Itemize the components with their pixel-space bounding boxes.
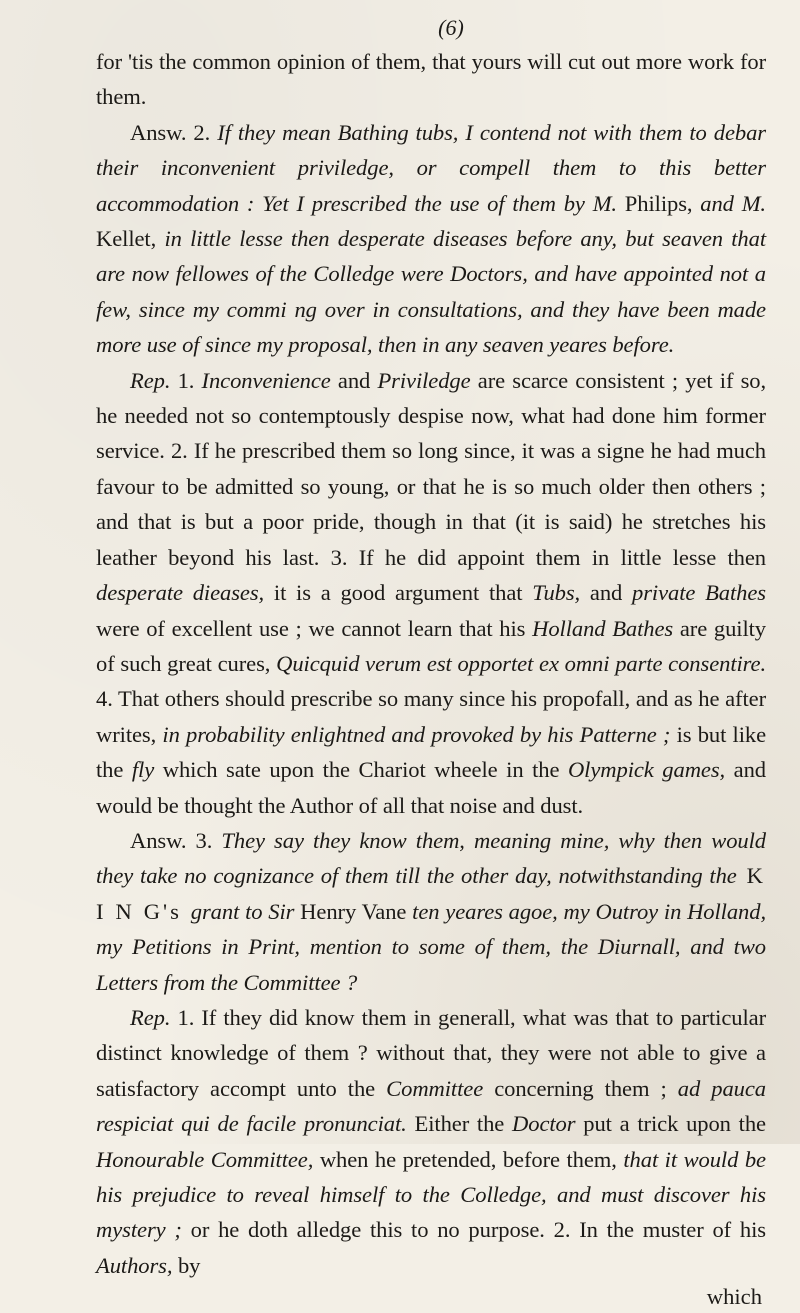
text-run: Answ. 3. (130, 827, 222, 853)
text-run: put a trick upon the (575, 1111, 766, 1137)
text-run: 4. That others should prescribe so many since his propofall, and as he after writes, (96, 686, 766, 747)
text-run: were of excellent use ; we cannot learn that his (96, 615, 533, 641)
italic-run: Honourable Committee, (96, 1146, 314, 1172)
text-run: and would be thought the Author of all that noise and dust. (96, 757, 766, 818)
italic-run: Quicquid verum est opportet ex omni parte consentire. (276, 650, 767, 676)
italic-run: in probability enlightned and provoked by his Patterne ; (162, 721, 671, 747)
italic-run: If they mean Bathing tubs, I contend not with them to debar their inconvenient priviledge, or compell them to this better accommodation : Yet I prescribed the use of them by M. (96, 119, 766, 216)
italic-run: Olympick games, (567, 757, 726, 783)
catchword: which (706, 1284, 762, 1310)
text-run: and (580, 580, 633, 606)
italic-run: Priviledge (377, 367, 471, 393)
paragraph-reply-1 (96, 363, 766, 823)
text-run: concerning them ; (483, 1075, 678, 1101)
text-run: by (172, 1252, 201, 1278)
italic-run: Inconvenience (201, 367, 331, 393)
text-run: is but like the (96, 721, 766, 783)
italic-run: private Bathes (632, 580, 767, 606)
italic-run: ten yeares agoe, my Outroy in Holland, my Petitions in Print, mention to some of them, the Diurnall, and two Letters from the Committee ? (96, 898, 767, 995)
text-run: 1. If they did know them in generall, what was that to particular distinct knowledge of them ? without that, they were not able to give a satisfactory accompt unto the (96, 1004, 766, 1101)
text-run: Kellet, (96, 226, 165, 252)
italic-run: Tubs, (532, 580, 581, 606)
text-run: when he pretended, before them, (313, 1146, 624, 1172)
text-run: 1. (170, 367, 202, 393)
italic-run: Rep. (130, 1004, 171, 1030)
paragraph-answer-2 (96, 115, 766, 363)
italic-run: ad pauca respiciat qui de facile pronunciat. (96, 1075, 766, 1137)
italic-run: Holland Bathes (532, 615, 674, 641)
paragraph-continuation (96, 44, 766, 115)
page-number: (6) (438, 15, 464, 40)
italic-run: and M. (700, 190, 766, 216)
italic-run: desperate dieases, (96, 580, 265, 606)
italic-run: fly (131, 757, 155, 783)
text-run: are guilty of such great cures, (96, 615, 766, 676)
italic-run: in little lesse then desperate diseases before any, but seaven that are now fellowes of the Colledge were Doctors, and have appointed not a few, since my commi ng over in consultations, and they have been made more use of since my proposal, then in any seaven yeares before. (96, 226, 766, 358)
italic-run: grant to Sir (190, 898, 295, 924)
paragraph-reply-2 (96, 1000, 766, 1283)
italic-run: They say they know them, meaning mine, why then would they take no cognizance of them till the other day, notwithstanding the (96, 827, 766, 889)
text-run: and (330, 367, 378, 393)
italic-run: Committee (386, 1075, 484, 1101)
small-caps-run: K I N G's (96, 863, 766, 924)
text-run: Answ. 2. (130, 119, 218, 145)
italic-run: Rep. (130, 367, 171, 393)
text-run: Philips, (616, 190, 701, 216)
italic-run: Doctor (512, 1111, 576, 1137)
text-run: Either the (406, 1111, 513, 1137)
text-run: or he doth alledge this to no purpose. 2. In the muster of his (181, 1217, 766, 1243)
italic-run: Authors, (96, 1252, 173, 1278)
text-run: are scarce consistent ; yet if so, he needed not so contemptously despise now, what had done him former service. 2. If he prescribed them so long since, it was a signe he had much favour to be admitted so young, or that he is so much older then others ; and that is but a poor pride, though in that (it is said) he stretches his leather beyond his last. 3. If he did appoint them in little lesse then (96, 367, 767, 570)
italic-run: that it would be his prejudice to reveal himself to the Colledge, and must discover his mystery ; (96, 1146, 766, 1243)
text-run: for 'tis the common opinion of them, that yours will cut out more work for them. (96, 49, 766, 110)
text-run: which sate upon the Chariot wheele in the (154, 757, 568, 783)
paragraph-answer-3 (96, 823, 766, 1000)
text-run: Henry Vane (294, 898, 413, 924)
body-text (96, 44, 766, 1283)
text-run: it is a good argument that (264, 580, 533, 606)
